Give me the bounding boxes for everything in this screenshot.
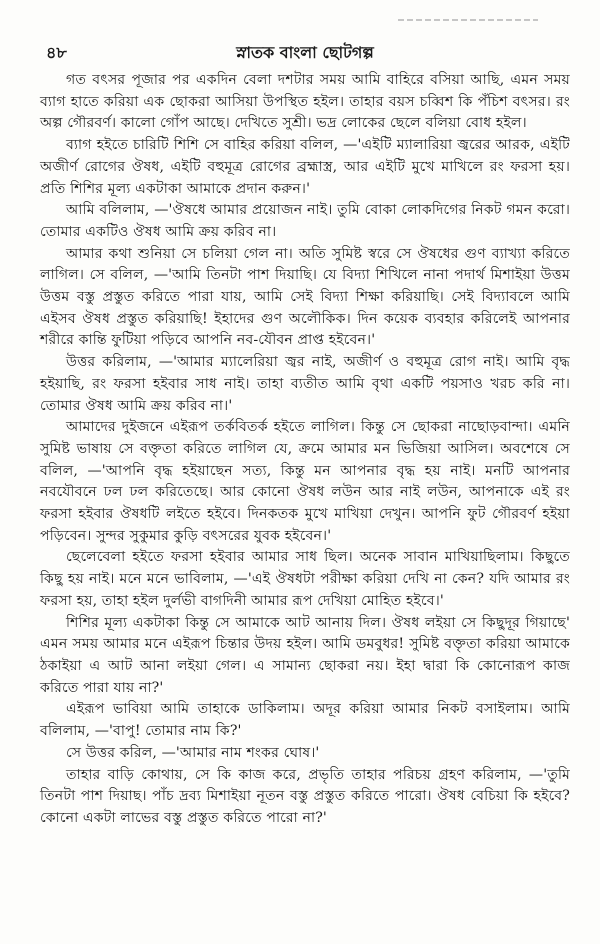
story-text <box>40 70 570 830</box>
paragraph: গত বৎসর পূজার পর একদিন বেলা দশটার সময় আমি বাহিরে বসিয়া আছি, এমন সময় ব্যাগ হাতে করিয়া এক ছোকরা আসিয়া উপস্থিত হইল। তাহার বয়স চব্বিশ কি পঁচিশ বৎসর। রং অল্প গৌরবর্ণ। কালো গোঁপ আছে। দেখিতে সুশ্রী। ভদ্র লোকের ছেলে বলিয়া বোধ হইল। <box>40 72 570 132</box>
scan-mark <box>398 19 538 21</box>
paragraph: এইরূপ ভাবিয়া আমি তাহাকে ডাকিলাম। অদূর করিয়া আমার নিকট বসাইলাম। আমি বলিলাম, —'বাপু! তোমার নাম কি?' <box>40 701 570 740</box>
paragraph: শিশির মূল্য একটাকা কিন্তু সে আমাকে আট আনায় দিল। ঔষধ লইয়া সে কিছুদূর গিয়াছে' এমন সময় আমার মনে এইরূপ চিন্তার উদয় হইল। আমি ডমবুধর! সুমিষ্ট বক্তৃতা করিয়া আমাকে ঠকাইয়া এ আট আনা লইয়া গেল। এ সামান্য ছোকরা নয়। ইহা দ্বারা কি কোনোরূপ কাজ করিতে পারা যায় না?' <box>40 614 570 696</box>
paragraph: আমার কথা শুনিয়া সে চলিয়া গেল না। অতি সুমিষ্ট স্বরে সে ঔষধের গুণ ব্যাখ্যা করিতে লাগিল। সে বলিল, —'আমি তিনটা পাশ দিয়াছি। যে বিদ্যা শিখিলে নানা পদার্থ মিশাইয়া উত্তম উত্তম বস্তু প্রস্তুত করিতে পারা যায়, আমি সেই বিদ্যা শিক্ষা করিয়াছি। সেই বিদ্যাবলে আমি এইসব ঔষধ প্রস্তুত করিয়াছি! ইহাদের গুণ অলৌকিক। দিন কয়েক ব্যবহার করিলেই আপনার শরীরে কান্তি ফুটিয়া পড়িবে আপনি নব-যৌবন প্রাপ্ত হইবেন।' <box>40 245 570 349</box>
paragraph: ব্যাগ হইতে চারিটি শিশি সে বাহির করিয়া বলিল, —'এইটি ম্যালারিয়া জ্বরের আরক, এইটি অজীর্ণ রোগের ঔষধ, এইটি বহুমূত্র রোগের ব্রহ্মাস্ত্র, আর এইটি মুখে মাখিলে রং ফরসা হয়। প্রতি শিশির মূল্য একটাকা আমাকে প্রদান করুন।' <box>40 137 570 197</box>
paragraph: আমাদের দুইজনে এইরূপ তর্কবিতর্ক হইতে লাগিল। কিন্তু সে ছোকরা নাছোড়বান্দা। এমনি সুমিষ্ট ভাষায় সে বক্তৃতা করিতে লাগিল যে, ক্রমে আমার মন ভিজিয়া আসিল। অবশেষে সে বলিল, —'আপনি বৃদ্ধ হইয়াছেন সত্য, কিন্তু মন আপনার বৃদ্ধ হয় নাই। মনটি আপনার নবযৌবনে ঢল ঢল করিতেছে। আর কোনো ঔষধ লউন আর নাই লউন, আপনাকে এই রং ফরসা হইবার ঔষধটি লইতে হইবে। দিনকতক মুখে মাখিয়া দেখুন। আপনি ফুট গৌরবর্ণ হইয়া পড়িবেন। সুন্দর সুকুমার কুড়ি বৎসরের যুবক হইবেন।' <box>40 419 570 544</box>
paragraph: ছেলেবেলা হইতে ফরসা হইবার আমার সাধ ছিল। অনেক সাবান মাখিয়াছিলাম। কিছুতে কিছু হয় নাই। মনে মনে ভাবিলাম, —'এই ঔষধটা পরীক্ষা করিয়া দেখি না কেন? যদি আমার রং ফরসা হয়, তাহা হইল দুর্লভী বাগদিনী আমার রূপ দেখিয়া মোহিত হইবে।' <box>40 549 570 609</box>
paragraph: সে উত্তর করিল, —'আমার নাম শংকর ঘোষ।' <box>66 744 320 761</box>
page-header <box>40 38 570 64</box>
paragraph: তাহার বাড়ি কোথায়, সে কি কাজ করে, প্রভৃতি তাহার পরিচয় গ্রহণ করিলাম, —'তুমি তিনটা পাশ দিয়াছ। পাঁচ দ্রব্য মিশাইয়া নূতন বস্তু প্রস্তুত করিতে পারো। ঔষধ বেচিয়া কি হইবে? কোনো একটা লাভের বস্তু প্রস্তুত করিতে পারো না?' <box>40 766 570 826</box>
paragraph: উত্তর করিলাম, —'আমার ম্যালেরিয়া জ্বর নাই, অজীর্ণ ও বহুমূত্র রোগ নাই। আমি বৃদ্ধ হইয়াছি, রং ফরসা হইবার সাধ নাই। তাহা ব্যতীত আমি বৃথা একটি পয়সাও খরচ করি না। তোমার ঔষধ আমি ক্রয় করিব না।' <box>40 354 570 414</box>
running-title: স্নাতক বাংলা ছোটগল্প <box>236 43 374 62</box>
paragraph: আমি বলিলাম, —'ঔষধে আমার প্রয়োজন নাই। তুমি বোকা লোকদিগের নিকট গমন করো। তোমার একটিও ঔষধ আমি ক্রয় করিব না। <box>40 202 570 240</box>
page-number: ৪৮ <box>46 43 67 62</box>
